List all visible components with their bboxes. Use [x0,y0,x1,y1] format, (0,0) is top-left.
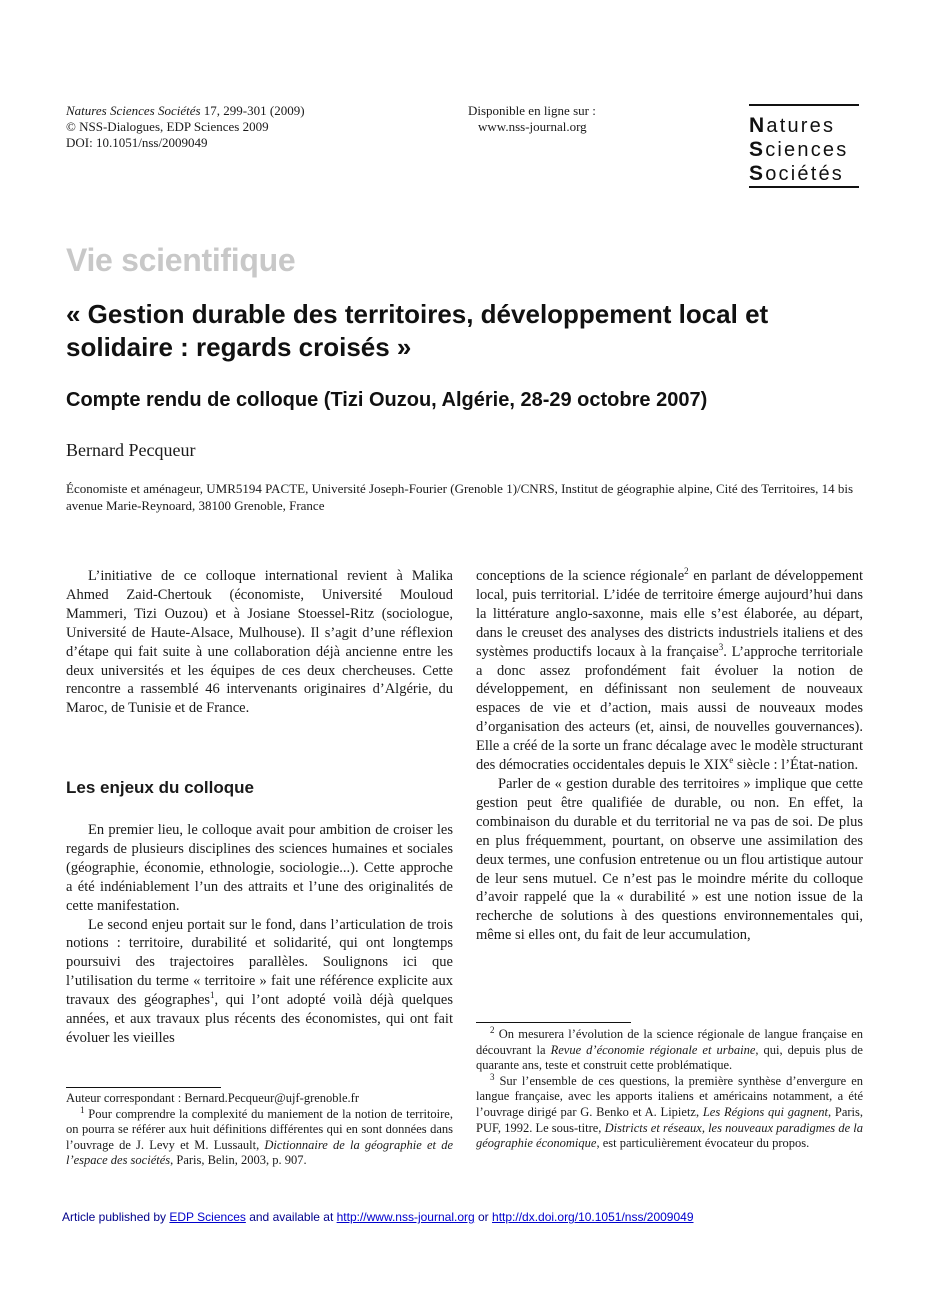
footnote-ref[interactable]: 2 [684,566,689,577]
left-column-intro [66,567,453,718]
footnote-rule [476,1022,631,1023]
article-title: « Gestion durable des territoires, développement local et solidaire : regards croisés » [66,299,769,362]
footnote-3: $^3$ Sur l’ensemble de ces questions, la première synthèse d’envergure en langue française, avec les apports italiens et américains notamment, a été l’ouvrage dirigé par G. Benko et A. Lipietz, Les Régions qui gagnent, Paris, PUF, 1992. Le sous-titre, Districts et réseaux, les nouveaux paradigmes de la géographie économique, est particulièrement évocateur du propos. [476,1071,864,1151]
footnote-ref[interactable]: 1 [210,990,215,1001]
body-paragraph: Parler de « gestion durable des territoires » implique que cette gestion peut être qualifiée de durable, ou non. En effet, la combinaison du durable et du territorial ne va pas de soi. De plus en plus fréquemment, pourtant, on observe une assimilation des deux termes, une confusion entretenue ou un flou artistique autour de leur sens mutuel. Ce n’est pas le moindre mérite du colloque d’avoir rappelé que la « durabilité » est une notion issue de la recherche de solutions à des questions environnementales qui, même si elles ont, du fait de leur accumulation, [476,775,863,944]
body-paragraph: conceptions de la science régionale$^2$ en parlant de développement local, puis territorial. L’idée de territoire émerge aujourd’hui dans la littérature anglo-saxonne, mais elle s’est élaborée, au départ, dans le creuset des analyses des districts industriels italiens et des systèmes productifs locaux à la française$^3$. L’approche territoriale a donc assez profondément fait évoluer la notion de développement, en définissant non seulement de nouveaux espaces de vie et d’action, mais aussi de nouveaux modes d’organisation des acteurs (et, ainsi, de nouvelles gouvernances). Elle a créé de la sorte un franc décalage avec le modèle structurant des démocraties occidentales depuis le XIXe siècle : l’État-nation. [476,566,863,774]
left-footnotes [66,1091,453,1169]
article-subtitle: Compte rendu de colloque (Tizi Ouzou, Algérie, 28-29 octobre 2007) [66,389,708,411]
footnote-ref[interactable]: 3 [718,641,724,652]
right-footnotes [476,1024,864,1152]
doi-link[interactable]: http://dx.doi.org/10.1051/nss/2009049 [492,1210,694,1224]
corresponding-author: Auteur correspondant : Bernard.Pecqueur@ujf-grenoble.fr [66,1091,359,1105]
journal-header [66,103,305,151]
body-paragraph: Le second enjeu portait sur le fond, dans l’articulation de trois notions : territoire, durabilité et solidarité, qui ont longtemps poursuivi des trajectoires parallèles. Soulignons ici que l’utilisation du terme « territoire » fait une référence explicite aux travaux des géographes$^1$, qui l’ont adopté voilà déjà quelques années, et aux travaux plus récents des économistes, qui ont fait évoluer les vieilles [66,916,453,1046]
publisher-link[interactable]: EDP Sciences [169,1210,246,1224]
journal-link[interactable]: http://www.nss-journal.org [336,1210,475,1224]
online-availability [468,103,596,135]
footnote-2: $^2$ On mesurera l’évolution de la science régionale de langue française en découvrant la Revue d’économie régionale et urbaine, qui, depuis plus de quarante ans, teste et construit cette problématique. [476,1024,863,1073]
online-url[interactable]: www.nss-journal.org [478,119,587,134]
doi: DOI: 10.1051/nss/2009049 [66,135,208,150]
footnote-rule [66,1087,221,1088]
section-heading: Les enjeux du colloque [66,778,254,797]
footnote-1: $^1$ Pour comprendre la complexité du maniement de la notion de territoire, on pourra se référer aux huit définitions différentes qui en sont données dans l’ouvrage de J. Levy et M. Lussault, Dictionnaire de la géographie et de l’espace des sociétés, Paris, Belin, 2003, p. 907. [66,1104,453,1168]
author-name: Bernard Pecqueur [66,440,196,460]
journal-volume: 17, 299-301 (2009) [200,103,305,118]
body-paragraph: En premier lieu, le colloque avait pour ambition de croiser les regards de plusieurs disciplines des sciences humaines et sociales (géographie, économie, ethnologie, sociologie...). Cette approche a été indéniablement l’un des attraits et l’une des originalités de cette manifestation. [66,822,453,914]
journal-logo: Natures Sciences Sociétés [749,114,849,185]
logo-rule-top [749,104,859,106]
right-column-body [476,567,863,945]
journal-name: Natures Sciences Sociétés [66,103,201,118]
copyright: © NSS-Dialogues, EDP Sciences 2009 [66,119,269,134]
journal-citation [66,103,305,119]
logo-rule-bottom [749,186,859,188]
left-column-body [66,821,453,1048]
intro-paragraph: L’initiative de ce colloque international revient à Malika Ahmed Zaid-Chertouk (économiste, Université Mouloud Mammeri, Tizi Ouzou) et à Josiane Stoessel-Ritz (sociologue, Université de Haute-Alsace, Mulhouse). Il s’agit d’une réflexion d’étape qui fait suite à une collaboration déjà ancienne entre les deux universités et les équipes de ces deux chercheuses. Cette rencontre a rassemblé 46 intervenants originaires d’Algérie, du Maroc, de Tunisie et de France. [66,568,453,717]
author-affiliation: Économiste et aménageur, UMR5194 PACTE, Université Joseph-Fourier (Grenoble 1)/CNRS, Institut de géographie alpine, Cité des Territoires, 14 bis avenue Marie-Reynoard, 38100 Grenoble, France [66,481,854,513]
publisher-footer: Article published by EDP Sciences and available at http://www.nss-journal.org or http://dx.doi.org/10.1051/nss/2009049 [62,1210,694,1224]
section-label: Vie scientifique [66,242,296,278]
online-label: Disponible en ligne sur : [468,103,596,118]
